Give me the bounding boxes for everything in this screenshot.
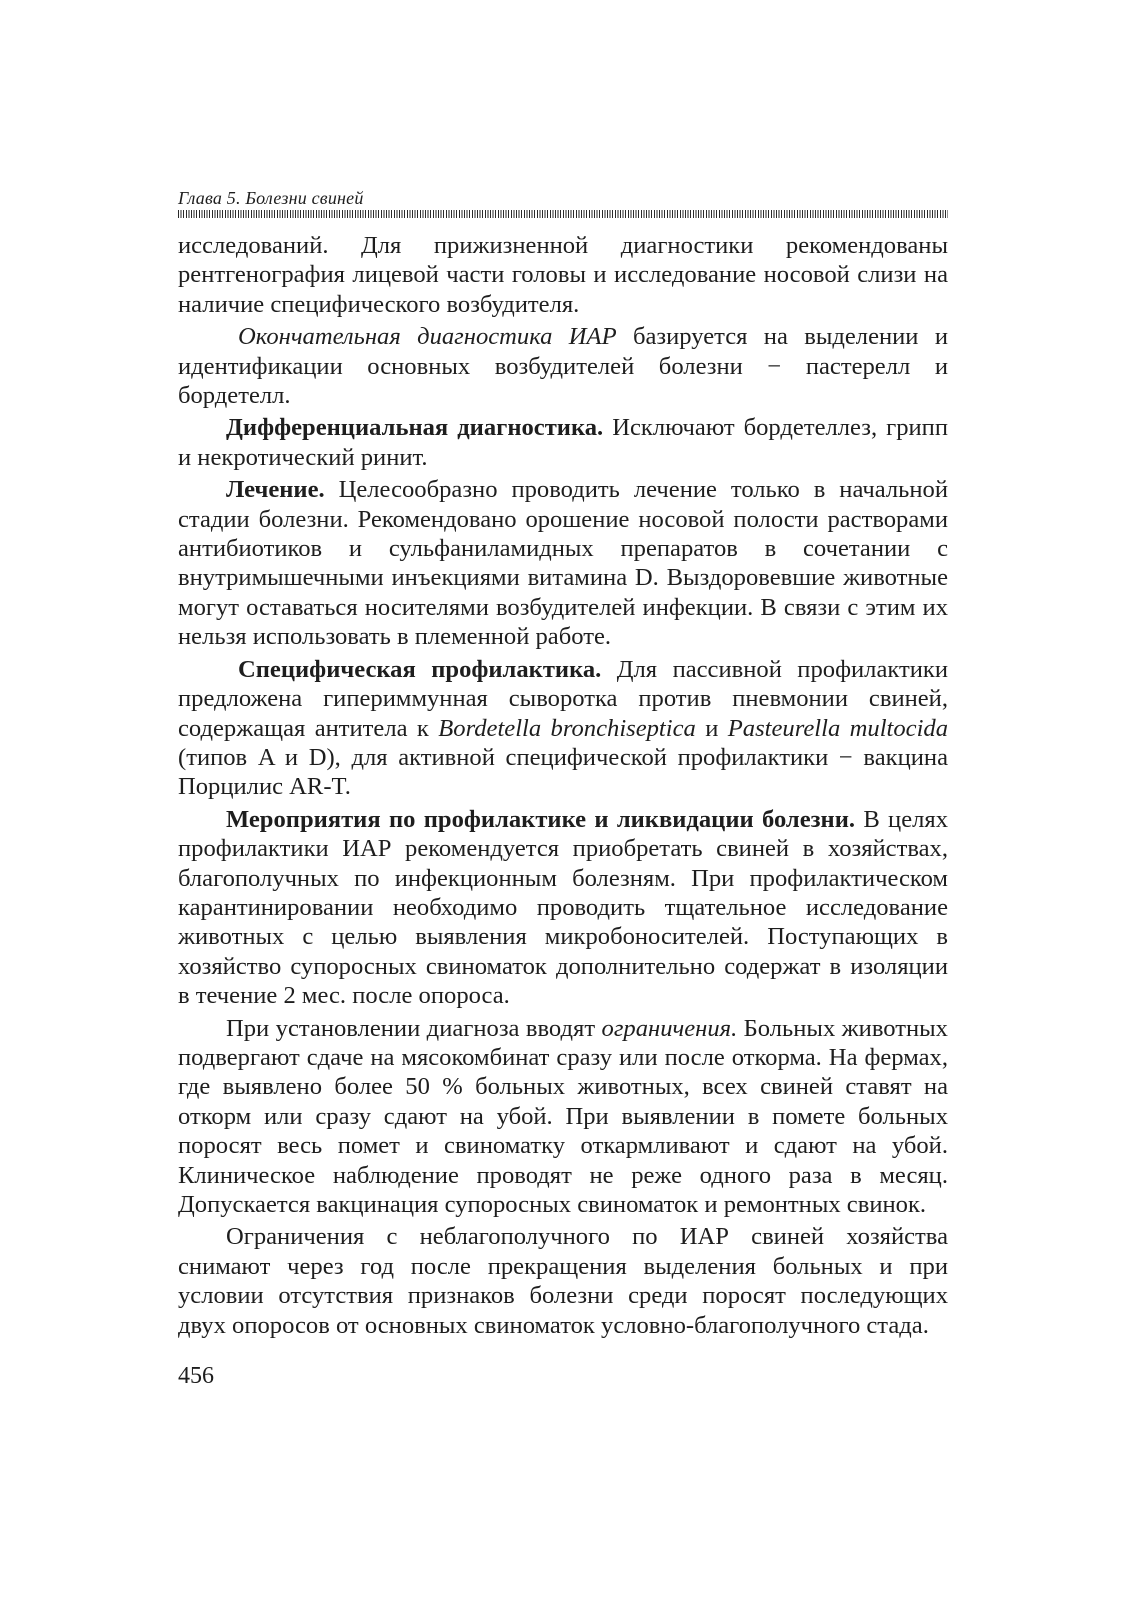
body-text (178, 231, 948, 1340)
header-rule (178, 210, 948, 218)
species-name: Bordetella bronchiseptica (438, 714, 696, 742)
paragraph-text: Для пассивной профилактики предложена гипериммунная сыворотка против пневмонии свиней, содержащая антитела к (178, 655, 948, 742)
paragraph-text: Ограничения с неблагополучного по ИАР свиней хозяйства снимают через год после прекращения выделения больных и при условии отсутствия признаков болезни среди поросят последующих двух опоросов от основных свиноматок условно-благополучного стада. (178, 1223, 948, 1339)
paragraph-text: Больных животных подвергают сдаче на мясокомбинат сразу или после откорма. На фермах, где выявлено более 50 % больных животных, всех свиней ставят на откорм или сразу сдают на убой. При выявлении в помете больных поросят весь помет и свиноматку откармливают и сдают на убой. Клиническое наблюдение проводят не реже одного раза в месяц. Допускается вакцинация супоросных свиноматок и ремонтных свинок. (178, 1014, 948, 1218)
paragraph-text: Целесообразно проводить лечение только в начальной стадии болезни. Рекомендовано орошение носовой полости растворами антибиотиков и сульфаниламидных препаратов в сочетании с внутримышечными инъекциями витамина D. Выздоровевшие животные могут оставаться носителями возбудителей инфекции. В связи с этим их нельзя использовать в племенной работе. (178, 476, 948, 651)
paragraph-lifting-restrictions (178, 1222, 948, 1340)
paragraph-restrictions (178, 1014, 948, 1220)
running-title: Глава 5. Болезни свиней (178, 188, 364, 208)
paragraph-text: Исключают бордетеллез, грипп и некротический ринит. (178, 414, 948, 471)
italic-term: Окончательная диагностика ИАР (238, 323, 617, 351)
paragraph-final-diagnosis (178, 322, 948, 410)
section-heading: Лечение. (226, 476, 325, 504)
running-header (178, 188, 948, 218)
section-heading: Специфическая профилактика. (238, 655, 602, 683)
section-heading: Дифференциальная диагностика. (226, 414, 604, 442)
species-name: Pasteurella multocida (727, 714, 949, 742)
paragraph-specific-prophylaxis (178, 655, 948, 802)
italic-term: ограничения. (601, 1014, 738, 1042)
section-heading: Мероприятия по профилактике и ликвидации болезни. (226, 805, 856, 833)
paragraph-text: При установлении диагноза вводят (226, 1014, 602, 1042)
paragraph-treatment (178, 475, 948, 651)
paragraph-differential-diagnosis (178, 413, 948, 472)
paragraph-text: исследований. Для прижизненной диагностики рекомендованы рентгенография лицевой части головы и исследование носовой слизи на наличие специфического возбудителя. (178, 232, 948, 318)
paragraph-text: базируется на выделении и идентификации основных возбудителей болезни − пастерелл и бордетелл. (178, 323, 948, 410)
paragraph-text: и (695, 714, 728, 742)
paragraph-text: (типов A и D), для активной специфической профилактики − вакцина Порцилис AR-T. (178, 743, 948, 801)
paragraph-text: В целях профилактики ИАР рекомендуется приобретать свиней в хозяйствах, благополучных по инфекционным болезням. При профилактическом карантинировании необходимо проводить тщательное исследование животных с целью выявления микробоносителей. Поступающих в хозяйство супоросных свиноматок дополнительно содержат в изоляции в течение 2 мес. после опороса. (178, 805, 948, 1010)
paragraph-continuation (178, 231, 948, 319)
page-number: 456 (178, 1363, 214, 1389)
paragraph-measures (178, 805, 948, 1011)
